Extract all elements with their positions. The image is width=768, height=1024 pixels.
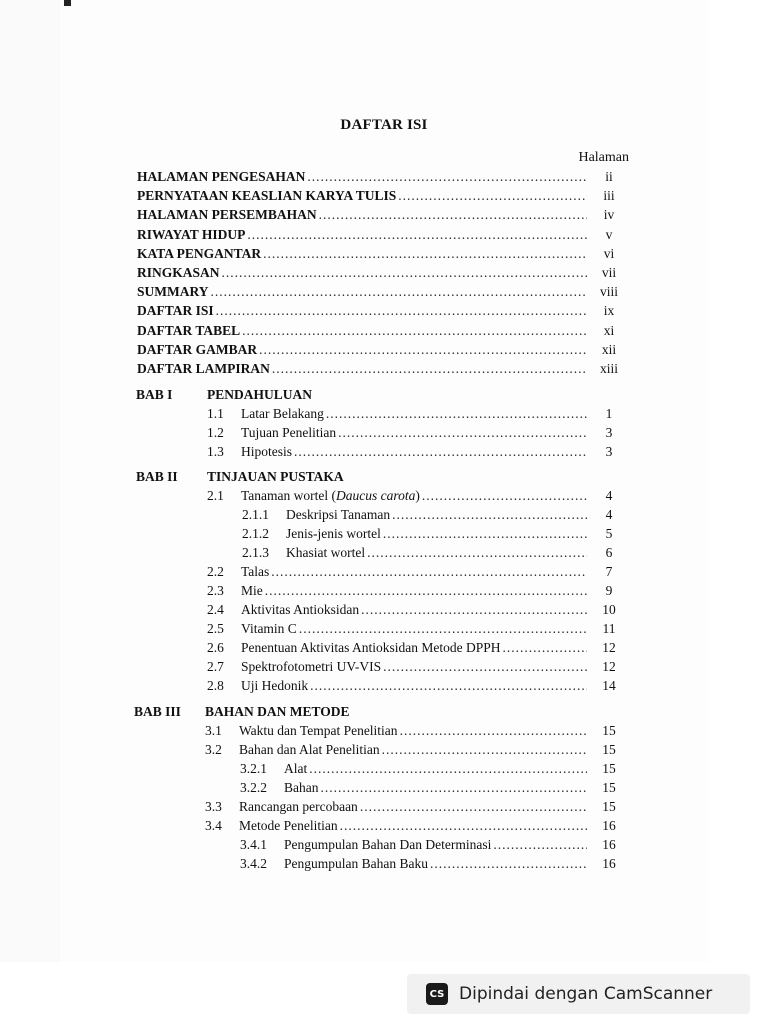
leader-dots <box>326 405 587 422</box>
section-entry <box>241 677 616 694</box>
front-matter-entry <box>137 322 615 339</box>
entry-label: DAFTAR ISI <box>137 303 214 319</box>
leader-dots <box>383 658 587 675</box>
entry-label: Spektrofotometri UV-VIS <box>241 659 382 674</box>
section-number: 3.4.2 <box>240 856 267 871</box>
scan-corner-mark <box>64 0 71 6</box>
section-entry <box>284 779 616 796</box>
entry-page-number: v <box>605 226 613 242</box>
front-matter-entry <box>137 341 617 358</box>
section-entry <box>241 658 616 675</box>
entry-label: Vitamin C <box>241 621 297 636</box>
entry-page-number: 3 <box>605 444 613 459</box>
entry-label: Waktu dan Tempat Penelitian <box>239 723 398 738</box>
entry-page-number: 1 <box>605 406 613 421</box>
camscanner-badge <box>407 974 750 1014</box>
section-number: 3.1 <box>205 723 222 738</box>
entry-page-number: 15 <box>602 761 616 776</box>
chapter-number: BAB II <box>136 469 178 484</box>
entry-label: Alat <box>284 761 308 776</box>
entry-page-number: 6 <box>605 545 613 560</box>
section-entry <box>284 836 616 853</box>
section-number: 3.2.2 <box>240 780 267 795</box>
entry-page-number: 14 <box>602 678 616 693</box>
leader-dots <box>321 779 588 796</box>
leader-dots <box>294 443 587 460</box>
leader-dots <box>503 639 588 656</box>
chapter-title: PENDAHULUAN <box>207 387 313 402</box>
entry-label: Jenis-jenis wortel <box>286 526 381 541</box>
section-entry <box>239 798 616 815</box>
entry-page-number: 16 <box>602 837 616 852</box>
entry-page-number: xi <box>603 322 615 338</box>
leader-dots <box>310 677 587 694</box>
leader-dots <box>259 341 587 358</box>
leader-dots <box>422 487 587 504</box>
entry-label: Pengumpulan Bahan Baku <box>284 856 428 871</box>
leader-dots <box>430 855 587 872</box>
leader-dots <box>271 563 587 580</box>
entry-label: Mie <box>241 583 263 598</box>
leader-dots <box>400 722 587 739</box>
entry-page-number: 12 <box>602 640 616 655</box>
entry-label: Bahan dan Alat Penelitian <box>239 742 380 757</box>
section-number: 2.7 <box>207 659 224 674</box>
section-entry <box>241 443 613 460</box>
scan-edge <box>0 0 60 962</box>
entry-label: Rancangan percobaan <box>239 799 358 814</box>
entry-label: HALAMAN PERSEMBAHAN <box>137 207 317 223</box>
leader-dots <box>263 245 587 262</box>
section-number: 1.3 <box>207 444 224 459</box>
front-matter-entry <box>137 226 613 243</box>
section-number: 3.3 <box>205 799 222 814</box>
section-number: 3.2 <box>205 742 222 757</box>
section-number: 3.2.1 <box>240 761 267 776</box>
entry-label: Pengumpulan Bahan Dan Determinasi <box>284 837 492 852</box>
front-matter-entry <box>137 187 615 204</box>
leader-dots <box>216 302 587 319</box>
section-entry <box>239 741 616 758</box>
section-entry <box>241 487 613 504</box>
leader-dots <box>272 360 587 377</box>
entry-label: Tujuan Penelitian <box>241 425 337 440</box>
section-entry <box>241 582 613 599</box>
section-entry <box>284 760 616 777</box>
leader-dots <box>367 544 587 561</box>
chapter-title: BAHAN DAN METODE <box>205 704 350 719</box>
section-number: 3.4 <box>205 818 222 833</box>
entry-page-number: 5 <box>605 526 613 541</box>
entry-label: DAFTAR LAMPIRAN <box>137 361 270 376</box>
entry-label: SUMMARY <box>137 284 209 300</box>
front-matter-entry <box>137 264 617 281</box>
camscanner-text: Dipindai dengan CamScanner <box>459 984 713 1004</box>
section-entry <box>241 563 613 580</box>
entry-page-number: 15 <box>602 742 616 757</box>
entry-page-number: 15 <box>602 780 616 795</box>
entry-label: Uji Hedonik <box>241 678 309 693</box>
section-entry <box>241 424 613 441</box>
leader-dots <box>242 322 587 339</box>
entry-label: Deskripsi Tanaman <box>286 507 391 522</box>
entry-page-number: ii <box>605 169 613 184</box>
section-number: 1.2 <box>207 425 224 440</box>
entry-label: Aktivitas Antioksidan <box>241 602 360 617</box>
entry-page-number: 12 <box>602 659 616 674</box>
entry-label: DAFTAR TABEL <box>137 322 241 338</box>
section-number: 3.4.1 <box>240 837 267 852</box>
section-entry <box>286 506 613 523</box>
section-entry <box>241 639 616 656</box>
leader-dots <box>247 226 587 243</box>
entry-page-number: ix <box>603 303 615 319</box>
section-number: 2.1.1 <box>242 507 269 522</box>
entry-page-number: 11 <box>602 621 616 636</box>
entry-label: Penentuan Aktivitas Antioksidan Metode DPPH <box>241 640 501 655</box>
entry-page-number: 16 <box>602 818 616 833</box>
section-entry <box>241 405 613 422</box>
entry-page-number: 4 <box>605 488 613 503</box>
entry-page-number: viii <box>599 284 618 300</box>
section-number: 2.1 <box>207 488 224 503</box>
front-matter-entry <box>137 206 615 223</box>
section-number: 2.1.2 <box>242 526 269 541</box>
entry-label: HALAMAN PENGESAHAN <box>137 169 306 184</box>
entry-page-number: 16 <box>602 856 616 871</box>
leader-dots <box>222 264 587 281</box>
entry-label: Talas <box>241 564 270 579</box>
front-matter-entry <box>137 168 613 185</box>
entry-label: KATA PENGANTAR <box>137 245 262 261</box>
entry-page-number: iv <box>603 207 615 223</box>
entry-page-number: xii <box>601 341 617 357</box>
section-number: 2.2 <box>207 564 224 579</box>
entry-label: DAFTAR GAMBAR <box>137 341 258 357</box>
leader-dots <box>382 741 587 758</box>
section-entry <box>286 544 613 561</box>
chapter-number: BAB III <box>134 704 181 719</box>
leader-dots <box>383 525 587 542</box>
front-matter-entry <box>137 360 618 377</box>
chapter-number: BAB I <box>136 387 173 402</box>
leader-dots <box>392 506 587 523</box>
entry-page-number: vi <box>603 245 615 261</box>
entry-label: RINGKASAN <box>137 265 220 280</box>
front-matter-entry <box>137 245 615 262</box>
halaman-column-label: Halaman <box>578 150 629 165</box>
leader-dots <box>309 760 587 777</box>
leader-dots <box>319 206 587 223</box>
leader-dots <box>338 424 587 441</box>
leader-dots <box>265 582 587 599</box>
section-entry <box>284 855 616 872</box>
leader-dots <box>361 601 587 618</box>
leader-dots <box>307 168 587 185</box>
section-number: 1.1 <box>207 406 224 421</box>
entry-page-number: 9 <box>605 583 613 598</box>
leader-dots <box>299 620 587 637</box>
entry-page-number: 3 <box>605 425 613 440</box>
entry-label: Latar Belakang <box>241 406 324 421</box>
section-number: 2.6 <box>207 640 224 655</box>
front-matter-entry <box>137 283 618 300</box>
entry-label: Khasiat wortel <box>286 545 366 560</box>
page-title: DAFTAR ISI <box>340 117 428 133</box>
section-entry <box>241 601 616 618</box>
front-matter-entry <box>137 302 615 319</box>
section-number: 2.8 <box>207 678 224 693</box>
section-entry <box>286 525 613 542</box>
chapter-title: TINJAUAN PUSTAKA <box>207 469 344 484</box>
entry-label: RIWAYAT HIDUP <box>137 226 246 242</box>
leader-dots <box>340 817 587 834</box>
entry-page-number: xiii <box>599 361 618 376</box>
entry-label: Bahan <box>284 780 319 795</box>
entry-label: Metode Penelitian <box>239 818 338 833</box>
entry-label: Hipotesis <box>241 444 293 459</box>
leader-dots <box>493 836 587 853</box>
entry-page-number: 10 <box>602 602 616 617</box>
leader-dots <box>398 187 587 204</box>
entry-page-number: iii <box>603 188 615 204</box>
section-entry <box>239 722 616 739</box>
camscanner-logo-icon: CS <box>426 983 448 1005</box>
entry-page-number: 4 <box>605 507 613 522</box>
entry-page-number: 7 <box>605 564 613 579</box>
section-number: 2.1.3 <box>242 545 269 560</box>
section-number: 2.3 <box>207 583 224 598</box>
entry-page-number: 15 <box>602 723 616 738</box>
entry-label: Tanaman wortel (Daucus carota) <box>241 488 420 503</box>
section-entry <box>241 620 616 637</box>
entry-page-number: vii <box>601 265 617 280</box>
entry-page-number: 15 <box>602 799 616 814</box>
entry-label: PERNYATAAN KEASLIAN KARYA TULIS <box>137 188 397 204</box>
leader-dots <box>211 283 587 300</box>
leader-dots <box>360 798 587 815</box>
section-number: 2.4 <box>207 602 224 617</box>
section-number: 2.5 <box>207 621 224 636</box>
section-entry <box>239 817 616 834</box>
